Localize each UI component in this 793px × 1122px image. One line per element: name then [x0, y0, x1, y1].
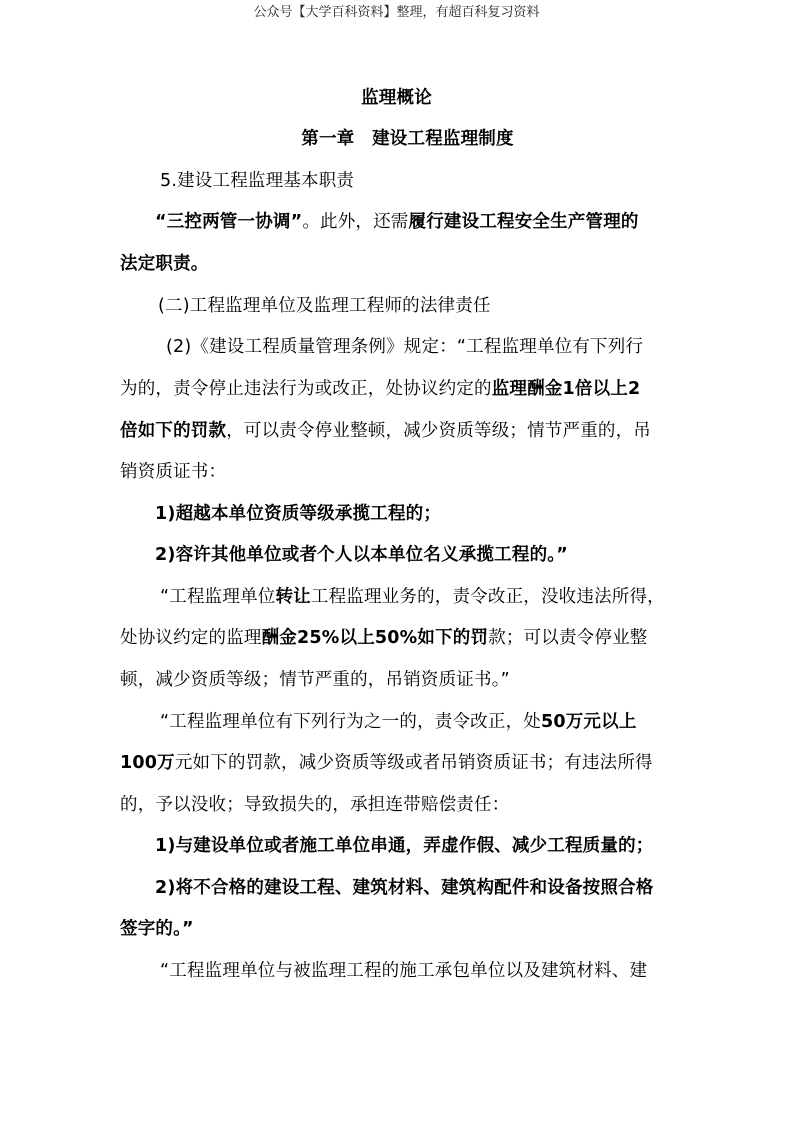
paragraph-fine-line-3: 的，予以没收；导致损失的，承担连带赔偿责任： — [120, 795, 510, 815]
paragraph-transfer-line-1 — [160, 585, 720, 609]
list-item: 2)将不合格的建设工程、建筑材料、建筑构配件和设备按照合格 — [155, 878, 654, 898]
bold-text: 监理酬金1倍以上2 — [491, 379, 641, 399]
paragraph-duties-line-2: 法定职责。 — [120, 254, 209, 274]
paragraph-collusion-line-1: “工程监理单位与被监理工程的施工承包单位以及建筑材料、建 — [160, 961, 648, 981]
paragraph-regulation-line-2 — [120, 377, 680, 401]
section-heading-two: (二)工程监理单位及监理工程师的法律责任 — [158, 296, 491, 316]
bold-text: 倍如下的罚款 — [120, 421, 227, 441]
text: 工程监理业务的，责令改正，没收违法所得， — [310, 587, 665, 607]
text: 元如下的罚款，减少资质等级或者吊销资质证书；有违法所得 — [174, 753, 653, 773]
text: ，可以责令停业整顿，减少资质等级；情节严重的，吊 — [226, 421, 652, 441]
list-item: 1)与建设单位或者施工单位串通，弄虚作假、减少工程质量的； — [155, 836, 654, 856]
list-item-continuation: 签字的。” — [120, 919, 194, 939]
text: 为的，责令停止违法行为或改正，处协议约定的 — [120, 379, 492, 399]
bold-text: 转让 — [275, 587, 311, 607]
bold-text: 酬金25%以上50%如下的罚 — [261, 628, 489, 648]
paragraph-fine-line-1 — [160, 710, 720, 734]
bold-text: 100万 — [120, 753, 175, 773]
bold-text: 履行建设工程安全生产管理的 — [408, 212, 639, 232]
section-heading-5: 5.建设工程监理基本职责 — [160, 171, 355, 191]
paragraph-regulation-line-1: (2)《建设工程质量管理条例》规定：“工程监理单位有下列行 — [166, 337, 644, 357]
paragraph-regulation-line-3 — [120, 419, 680, 443]
chapter-heading: 第一章 建设工程监理制度 — [301, 129, 514, 149]
paragraph-duties-line-1 — [155, 210, 680, 234]
text: 处协议约定的监理 — [120, 628, 262, 648]
paragraph-transfer-line-3: 顿，减少资质等级；情节严重的，吊销资质证书。” — [120, 670, 510, 690]
document-title: 监理概论 — [361, 88, 432, 108]
list-item: 1)超越本单位资质等级承揽工程的； — [155, 504, 442, 524]
page-header-watermark: 公众号【大学百科资料】整理，有超百科复习资料 — [253, 5, 540, 20]
text: “工程监理单位 — [160, 587, 276, 607]
text: 款；可以责令停业整 — [488, 628, 648, 648]
bold-text: 50万元以上 — [540, 712, 637, 732]
list-item: 2)容许其他单位或者个人以本单位名义承揽工程的。” — [155, 545, 568, 565]
paragraph-transfer-line-2 — [120, 626, 680, 650]
text: “工程监理单位有下列行为之一的，责令改正，处 — [160, 712, 541, 732]
bold-text: “三控两管一协调” — [155, 212, 303, 232]
text: 。此外，还需 — [302, 212, 409, 232]
paragraph-fine-line-2 — [120, 751, 680, 775]
paragraph-regulation-line-4: 销资质证书： — [120, 462, 227, 482]
